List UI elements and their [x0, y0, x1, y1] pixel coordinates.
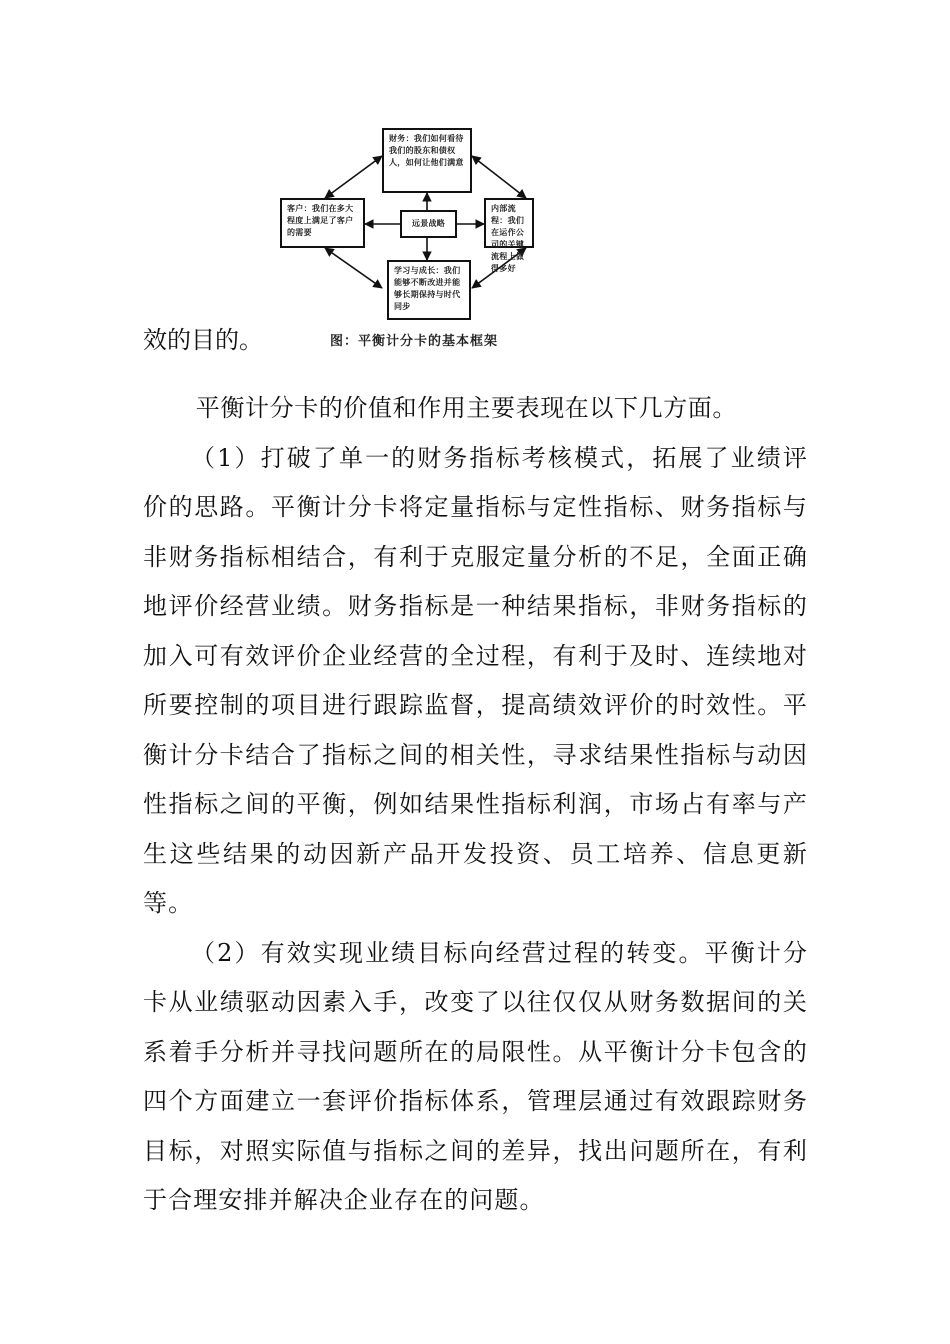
arrow-customer-finance: [325, 156, 382, 198]
finance-box: 财务：我们如何看待我们的股东和债权人，如何让他们满意: [382, 128, 472, 193]
arrow-customer-learning: [325, 248, 382, 288]
internal-process-box: 内部流程：我们在运作公司的关键流程上做得多好: [484, 198, 534, 248]
learning-growth-box: 学习与成长：我们能够不断改进并能够长期保持与时代同步: [387, 260, 471, 320]
customer-box: 客户：我们在多大程度上满足了客户的需要: [280, 198, 365, 248]
paragraph-point-2: （2）有效实现业绩目标向经营过程的转变。平衡计分卡从业绩驱动因素入手，改变了以往仅仅从财务数据间的关系着手分析并寻找问题所在的局限性。从平衡计分卡包含的四个方面建立一套评价指标体系，管理层通过有效跟踪财务目标，对照实际值与指标之间的差异，找出问题所在，有利于合理安排并解决企业存在的问题。: [143, 938, 808, 1214]
body-text: [143, 384, 808, 1226]
paragraph-intro: 平衡计分卡的价值和作用主要表现在以下几方面。: [195, 394, 737, 422]
preceding-paragraph-end: 效的目的。: [143, 326, 263, 354]
paragraph-point-1: （1）打破了单一的财务指标考核模式，拓展了业绩评价的思路。平衡计分卡将定量指标与定性指标、财务指标与非财务指标相结合，有利于克服定量分析的不足，全面正确地评价经营业绩。财务指标是一种结果指标，非财务指标的加入可有效评价企业经营的全过程，有利于及时、连续地对所要控制的项目进行跟踪监督，提高绩效评价的时效性。平衡计分卡结合了指标之间的相关性，寻求结果性指标与动因性指标之间的平衡，例如结果性指标利润，市场占有率与产生这些结果的动因新产品开发投资、员工培养、信息更新等。: [143, 443, 808, 917]
arrow-finance-internal: [472, 156, 526, 198]
balanced-scorecard-figure: [270, 120, 540, 352]
strategy-box: 远景战略: [400, 210, 457, 238]
figure-caption: 图：平衡计分卡的基本框架: [330, 334, 499, 349]
